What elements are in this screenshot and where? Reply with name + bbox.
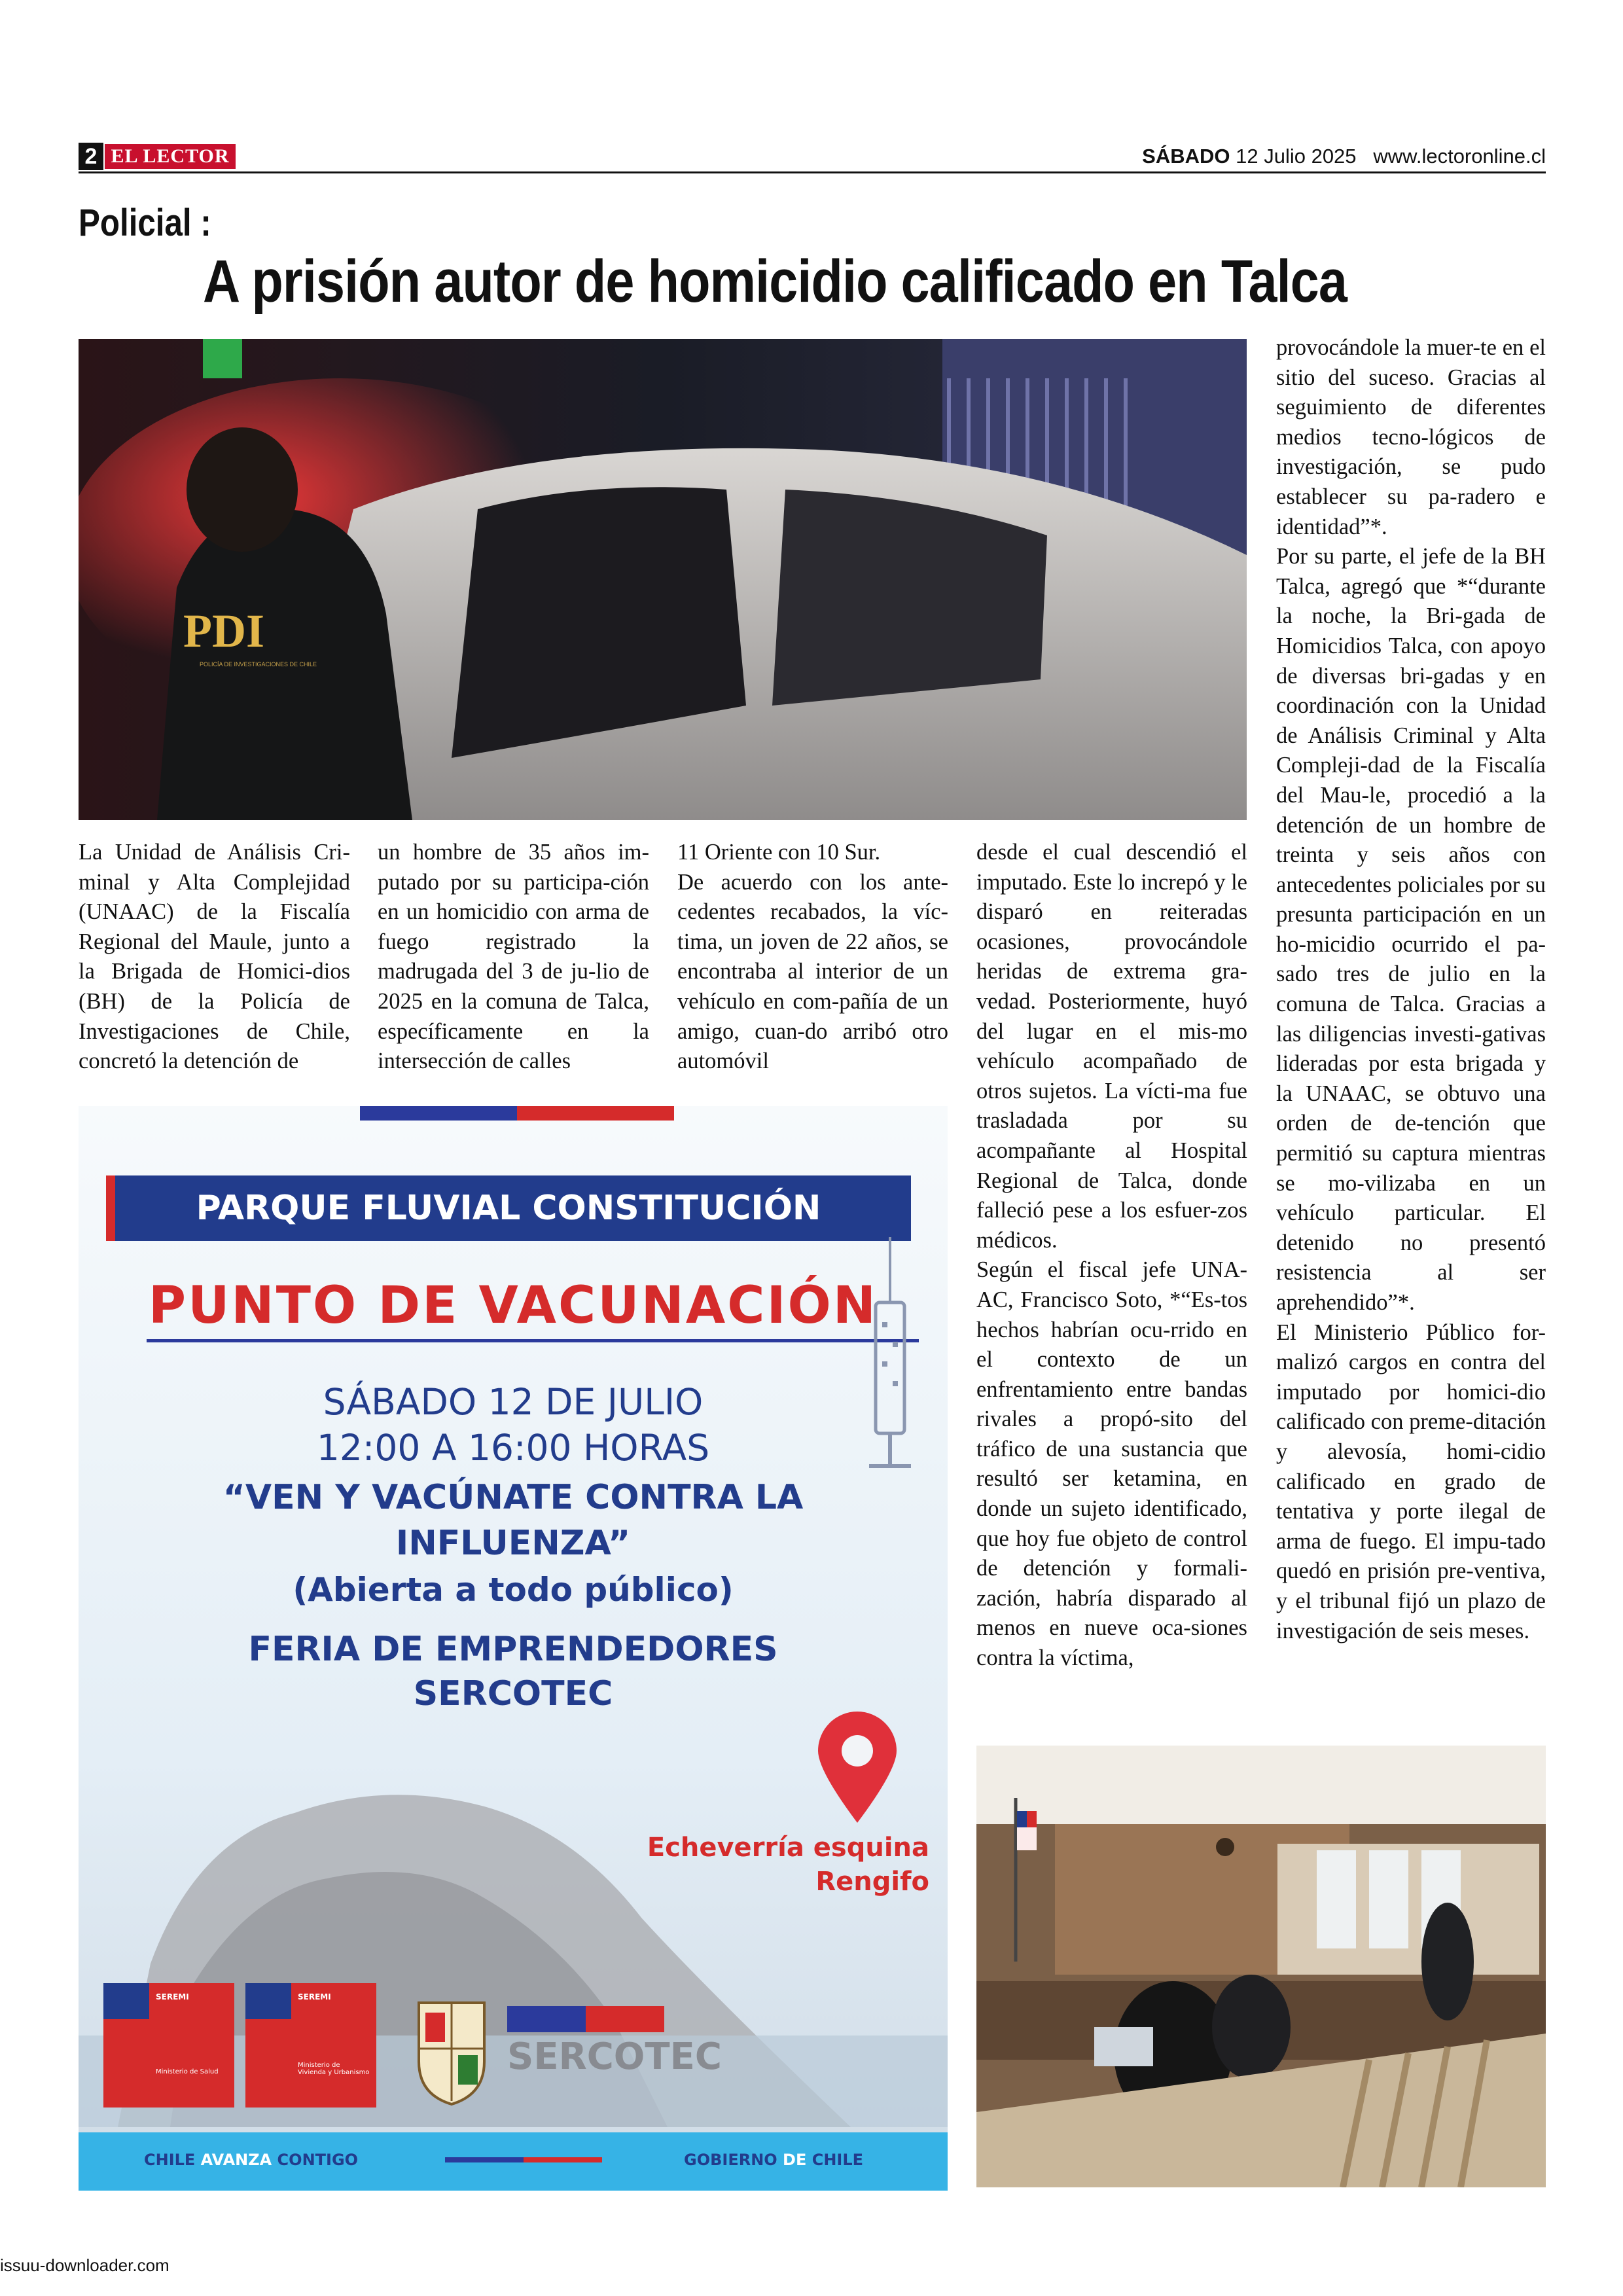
seremi-salud-logo <box>103 1983 234 2108</box>
police-scene-illustration <box>79 339 1247 820</box>
article-column-1 <box>79 838 350 1077</box>
footer-word: GOBIERNO <box>684 2151 783 2169</box>
newspaper-logo: EL LECTOR <box>105 144 236 169</box>
paragraph: De acuerdo con los ante-cedentes recabados, la víc-tima, un joven de 22 años, se encontraba al interior de un vehículo en com-pañía de un amigo, cuan-do arribó otro automóvil <box>677 869 948 1074</box>
courtroom-photo <box>976 1746 1546 2187</box>
ad-headline: PUNTO DE VACUNACIÓN <box>148 1276 878 1335</box>
logo-ministry: Ministerio de Salud <box>156 2068 219 2075</box>
website-link[interactable]: www.lectoronline.cl <box>1373 145 1546 168</box>
headline-underline <box>147 1339 919 1342</box>
footer-left-slogan <box>144 2151 358 2169</box>
paragraph: desde el cual descendió el imputado. Este lo increpó y le disparó en reiteradas ocasiones, provocándole heridas de extrema gra-vedad. Posteriormente, huyó del lugar en el mis-mo vehículo acompañado de otros sujetos. La vícti-ma fue trasladada por su acompañante al Hospital Regional de Talca, donde falleció pese a los esfuer-zos médicos. <box>976 840 1247 1253</box>
ad-open-to-public: (Abierta a todo público) <box>293 1571 734 1609</box>
paragraph: un hombre de 35 años im-putado por su participa-ción en un homicidio con arma de fuego registrado la madrugada del 3 de ju-lio de 2025 en la comuna de Talca, específicamente en la intersección de calles <box>378 840 649 1074</box>
logo-ministry: Ministerio de Vivienda y Urbanismo <box>298 2062 370 2076</box>
police-scene-photo <box>79 339 1247 820</box>
ad-footer-bar <box>79 2132 948 2191</box>
ad-sercotec: SERCOTEC <box>413 1674 613 1713</box>
article-column-3 <box>677 838 948 1077</box>
article-column-2 <box>378 838 649 1077</box>
seremi-vivienda-logo <box>245 1983 376 2108</box>
footer-right-gobierno <box>684 2151 863 2169</box>
ad-location-line2: Rengifo <box>815 1867 929 1897</box>
sercotec-logo: SERCOTEC <box>507 2036 722 2078</box>
ad-time: 12:00 A 16:00 HORAS <box>316 1427 710 1469</box>
paragraph: Según el fiscal jefe UNA-AC, Francisco Soto, *“Es-tos hechos habrían ocu-rrido en el contexto de un enfrentamiento entre bandas rivales a propó-sito del tráfico de una sustancia que resultó ser ketamina, en donde un sujeto identificado, que hoy fue objeto de control de detención y formali-zación, habría disparado al menos en nueve oca-siones contra la víctima, <box>976 1257 1247 1671</box>
flag-canton <box>245 1983 291 2019</box>
header-rule <box>79 171 1546 173</box>
municipal-crest-logo <box>406 1983 497 2108</box>
article-column-4 <box>976 838 1247 1674</box>
paragraph: La Unidad de Análisis Cri-minal y Alta Complejidad (UNAAC) de la Fiscalía Regional del Maule, junto a la Brigada de Homici-dios (BH) de la Policía de Investigaciones de Chile, concretó la detención de <box>79 840 350 1074</box>
paragraph: Por su parte, el jefe de la BH Talca, agregó que *“durante la noche, la Bri-gada de Homicidios Talca, con apoyo de diversas bri-gadas y en coordinación con la Unidad de Análisis Criminal y Alta Compleji-dad de la Fiscalía del Mau-le, procedió a la detención de un hombre de treinta y seis años con antecedentes policiales por su presunta participación en un ho-micidio ocurrido el pa-sado tres de julio en la comuna de Talca. Gracias a las diligencias investi-gativas lideradas por esta brigada y la UNAAC, se obtuvo una orden de de-tención que permitió su captura mientras se mo-vilizaba en un vehículo particular. El detenido no presentó resistencia al ser aprehendido”*. <box>1276 544 1546 1315</box>
logo-label: SEREMI <box>156 1992 189 2001</box>
ad-slogan-line1: “VEN Y VACÚNATE CONTRA LA <box>223 1478 804 1517</box>
article-column-5 <box>1276 333 1546 1646</box>
sercotec-stripe-red <box>586 2006 664 2032</box>
logo-label: SEREMI <box>298 1992 331 2001</box>
location-pin-icon <box>812 1708 903 1826</box>
paragraph: El Ministerio Público for-malizó cargos en contra del imputado por homici-dio calificado con preme-ditación y alevosía, homi-cidio calificado en grado de tentativa y porte ilegal de arma de fuego. El impu-tado quedó en prisión pre-ventiva, y el tribunal fijó un plazo de investigación de seis meses. <box>1276 1319 1546 1643</box>
footer-word: AVANZA <box>200 2151 272 2169</box>
paragraph: provocándole la muer-te en el sitio del suceso. Gracias al seguimiento de diferentes medios tecno-lógicos de investigación, se pudo establecer su pa-radero e identidad”*. <box>1276 335 1546 539</box>
location-banner <box>106 1175 911 1241</box>
footer-word: CHILE <box>806 2151 864 2169</box>
courtroom-illustration <box>976 1746 1546 2187</box>
ad-slogan-line2: INFLUENZA” <box>395 1524 631 1563</box>
issue-date: 12 Julio 2025 <box>1236 145 1357 168</box>
flag-stripe-red <box>517 1106 674 1121</box>
page-number: 2 <box>79 143 103 170</box>
vaccination-advertisement <box>79 1106 948 2191</box>
issue-day: SÁBADO <box>1142 145 1230 168</box>
pdi-jacket-subtext: POLICÍA DE INVESTIGACIONES DE CHILE <box>200 661 317 668</box>
section-label: Policial : <box>79 202 211 244</box>
ad-location-line1: Echeverría esquina <box>647 1833 929 1863</box>
download-watermark: issuu-downloader.com <box>0 2255 169 2275</box>
ad-date: SÁBADO 12 DE JULIO <box>323 1381 704 1423</box>
paragraph: 11 Oriente con 10 Sur. <box>677 840 881 865</box>
footer-flag-blue <box>445 2157 524 2162</box>
flag-stripe-blue <box>360 1106 517 1121</box>
article-headline: A prisión autor de homicidio calificado en Talca <box>203 248 1347 315</box>
flag-canton <box>103 1983 149 2019</box>
footer-flag-red <box>524 2157 602 2162</box>
banner-text: PARQUE FLUVIAL CONSTITUCIÓN <box>196 1189 821 1228</box>
issue-info <box>1142 143 1546 170</box>
footer-word: DE <box>783 2151 807 2169</box>
pdi-jacket-text: PDI <box>183 605 264 657</box>
footer-word: CHILE <box>144 2151 201 2169</box>
ad-feria: FERIA DE EMPRENDEDORES <box>248 1630 778 1669</box>
footer-word: CONTIGO <box>272 2151 359 2169</box>
